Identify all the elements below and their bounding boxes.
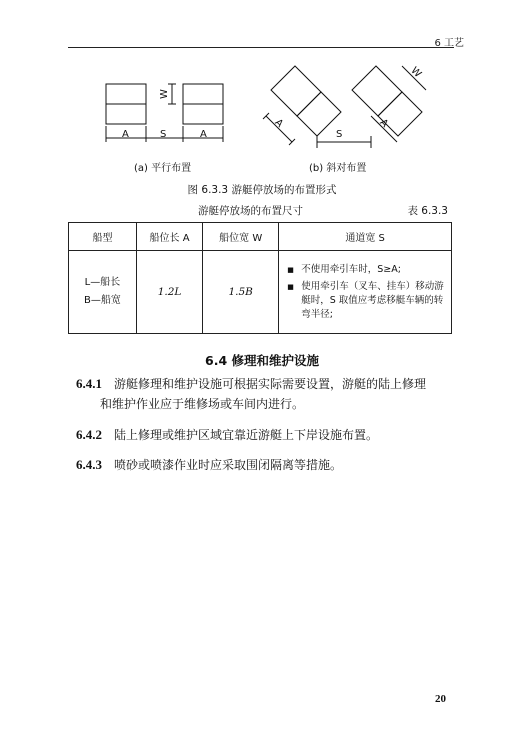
boat-diag-1-top [271, 66, 321, 116]
note-item [287, 263, 445, 277]
note-item [287, 280, 445, 322]
header-rule [68, 47, 454, 48]
layout-figure [96, 60, 466, 160]
chapter-header: 6 工艺 [434, 38, 464, 49]
note-text-2: 使用牵引车（叉车、挂车）移动游艇时，S 取值应考虑移艇车辆的转弯半径; [301, 280, 444, 320]
clause-text: 陆上修理或维护区域宜靠近游艇上下岸设施布置。 [114, 428, 379, 442]
clause-6-4-1 [76, 374, 456, 414]
cell-boat-type [69, 251, 137, 334]
table-header-row [69, 223, 452, 251]
clause-number: 6.4.2 [76, 427, 102, 442]
header-berth-length: 船位长 A [136, 223, 202, 251]
table-number: 表 6.3.3 [407, 205, 448, 217]
dimensions-table [68, 222, 452, 334]
table-row [69, 251, 452, 334]
boat-width-def: B—船宽 [84, 295, 121, 306]
clause-6-4-2 [76, 425, 456, 445]
dim-label-a-right: A [200, 129, 207, 140]
dim-label-s: S [160, 129, 167, 140]
table-title: 游艇停放场的布置尺寸 [198, 205, 303, 217]
header-boat-type: 船型 [69, 223, 137, 251]
cell-aisle-notes [279, 251, 452, 334]
cell-berth-width: 1.5B [203, 251, 279, 334]
square-bullet-icon: ■ [287, 282, 294, 291]
dim-label-diag-w: W [408, 65, 424, 80]
dim-label-a-left: A [122, 129, 129, 140]
figure-caption-a: (a) 平行布置 [134, 163, 192, 174]
clause-number: 6.4.1 [76, 376, 102, 391]
header-aisle-width: 通道宽 S [279, 223, 452, 251]
page-number: 20 [435, 693, 446, 705]
boat-length-def: L—船长 [84, 277, 121, 288]
boat-diag-2-top [352, 66, 402, 116]
clause-text: 喷砂或喷漆作业时应采取围闭隔离等措施。 [114, 458, 343, 472]
figure-title: 图 6.3.3 游艇停放场的布置形式 [187, 184, 337, 196]
dim-label-diag-s: S [336, 129, 343, 140]
section-title: 6.4 修理和维护设施 [205, 353, 319, 368]
header-berth-width: 船位宽 W [203, 223, 279, 251]
boat-diag-1-bottom [297, 92, 341, 136]
square-bullet-icon: ■ [287, 265, 294, 274]
clause-number: 6.4.3 [76, 457, 102, 472]
figure-caption-b: (b) 斜对布置 [309, 163, 367, 174]
clause-6-4-3 [76, 455, 456, 475]
clause-text-line2: 和维护作业应于维修场或车间内进行。 [100, 397, 305, 411]
clause-text-line1: 游艇修理和维护设施可根据实际需要设置，游艇的陆上修理 [114, 377, 427, 391]
note-text-1: 不使用牵引车时，S≥A; [301, 263, 401, 275]
cell-berth-length: 1.2L [136, 251, 202, 334]
dim-label-diag-a2: A [377, 117, 390, 130]
dim-label-w: W [159, 89, 170, 99]
dim-label-diag-a1: A [272, 117, 285, 130]
